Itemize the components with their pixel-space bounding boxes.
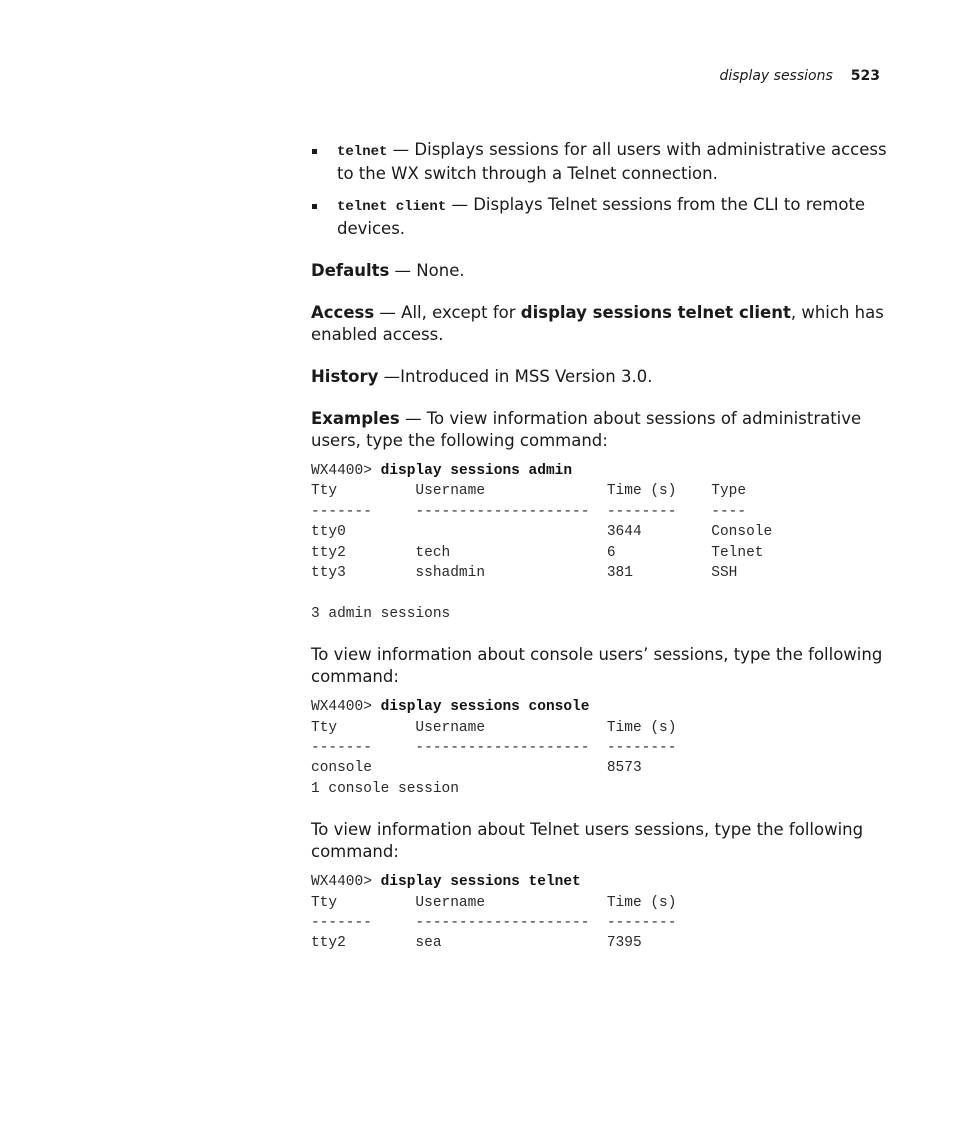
telnet-intro-paragraph: To view information about Telnet users sessions, type the following command: [311,820,864,862]
code-command-line [311,697,891,717]
console-intro-paragraph: To view information about console users’ sessions, type the following command: [311,645,883,687]
code-prompt: WX4400> [311,874,381,891]
list-item [311,194,891,240]
code-line: ------- -------------------- -------- [311,740,677,757]
history-text: —Introduced in MSS Version 3.0. [378,367,653,386]
code-command-line [311,461,891,481]
code-command: display sessions admin [380,463,573,479]
parameter-keyword: telnet client [337,199,447,215]
history-label: History [311,367,379,386]
parameter-description: — Displays sessions for all users with administrative access to the WX switch through a Telnet connection. [337,140,887,183]
code-line: tty0 3644 Console [311,524,773,541]
history-paragraph [311,366,891,388]
list-item [311,139,891,185]
examples-label: Examples [311,409,400,428]
code-line: ------- -------------------- -------- [311,915,677,932]
access-text: — All, except for [374,303,521,322]
code-line: tty2 sea 7395 [311,935,642,952]
code-line: Tty Username Time (s) Type [311,483,747,500]
code-line: ------- -------------------- -------- ---- [311,503,747,520]
defaults-label: Defaults [311,261,390,280]
code-line: tty3 sshadmin 381 SSH [311,565,738,582]
parameter-list [311,139,891,240]
parameter-description: — Displays Telnet sessions from the CLI to remote devices. [337,195,866,238]
page-header [719,66,880,86]
page-body [311,139,891,974]
parameter-keyword: telnet [337,144,388,160]
running-section-title: display sessions [719,68,833,84]
page-number: 523 [850,68,880,84]
access-paragraph [311,302,891,346]
code-command: display sessions telnet [380,874,581,891]
code-line: tty2 tech 6 Telnet [311,544,764,561]
code-line: 1 console session [311,780,459,797]
code-example-admin [311,461,891,624]
code-example-telnet [311,872,891,954]
code-command-line [311,872,891,892]
examples-paragraph [311,408,891,452]
code-prompt: WX4400> [311,463,381,479]
code-line: console 8573 [311,760,642,777]
code-line: Tty Username Time (s) [311,719,677,736]
code-command: display sessions console [380,699,590,716]
defaults-paragraph [311,260,891,282]
code-line: Tty Username Time (s) [311,894,677,911]
access-label: Access [311,303,375,322]
code-line [311,583,891,603]
code-example-console [311,697,891,799]
access-text-end: , which has enabled access. [311,303,884,344]
access-command: display sessions telnet client [520,303,791,322]
code-line: 3 admin sessions [311,605,451,622]
code-prompt: WX4400> [311,699,381,716]
examples-text: — To view information about sessions of administrative users, type the following command: [311,409,862,450]
defaults-text: — None. [389,261,465,280]
